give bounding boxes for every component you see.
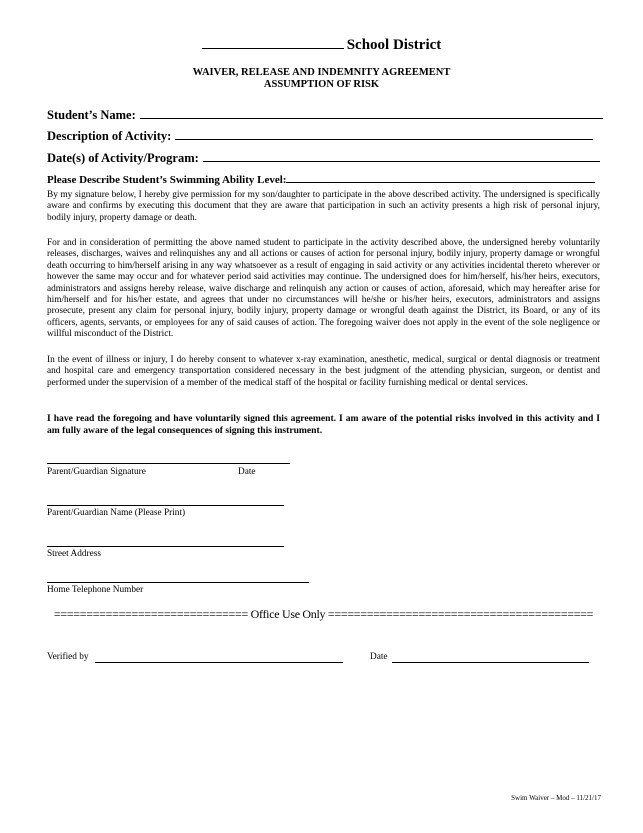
guardian-signature-label: Parent/Guardian Signature [47, 467, 146, 477]
home-phone-label: Home Telephone Number [47, 585, 144, 595]
street-address-line[interactable] [47, 546, 284, 547]
district-label: School District [346, 37, 442, 53]
verified-by-line[interactable] [95, 662, 343, 663]
district-name-blank[interactable] [202, 34, 344, 49]
guardian-signature-line[interactable] [47, 463, 290, 464]
street-address-label: Street Address [47, 549, 101, 559]
office-use-label: Office Use Only [250, 607, 326, 621]
activity-description-field [47, 127, 593, 144]
student-name-label: Student’s Name: [47, 108, 136, 122]
office-left-rule: ============================== [53, 607, 248, 621]
verified-by-label: Verified by [47, 652, 89, 662]
activity-dates-label: Date(s) of Activity/Program: [47, 151, 199, 165]
agreement-subtitle: ASSUMPTION OF RISK [263, 79, 380, 90]
activity-dates-field [47, 149, 600, 166]
office-date-label: Date [370, 652, 388, 662]
form-version-footer: Swim Waiver – Mod – 11/21/17 [511, 794, 601, 802]
student-name-input[interactable] [140, 106, 603, 119]
page-title [0, 34, 643, 54]
guardian-name-label: Parent/Guardian Name (Please Print) [47, 508, 186, 518]
swimming-ability-input[interactable] [286, 171, 595, 183]
activity-dates-input[interactable] [203, 149, 600, 162]
swimming-ability-field [47, 171, 595, 186]
permission-paragraph: By my signature below, I hereby give permission for my son/daughter to participate in the above described activity. The undersigned is specifically aware and confirms by executing this document that they are aware that participation in such an activity presents a high risk of personal injury, bodily injury, property damage or death. [47, 190, 600, 223]
home-phone-line[interactable] [47, 582, 309, 583]
medical-consent-paragraph: In the event of illness or injury, I do hereby consent to whatever x-ray examination, anesthetic, medical, surgical or dental diagnosis or treatment and hospital care and emergency transportation considered necessary in the best judgment of the attending physician, surgeon, or dentist and performed under the supervision of a member of the medical staff of the hospital or facility furnishing medical or dental services. [47, 355, 600, 388]
swimming-ability-label: Please Describe Student’s Swimming Ability Level: [47, 174, 287, 186]
release-paragraph: For and in consideration of permitting the above named student to participate in the activity described above, the undersigned hereby voluntarily releases, discharges, waives and relinquishes any and all actions or causes of action for personal injury, bodily injury, property damage or wrongful death occurring to him/herself arising in any way whatsoever as a result of engaging in said activity or any activities incidental thereto wherever or however the same may occur and for whatever period said activities may continue. The undersigned does for him/herself, his/her heirs, executors, administrators and assigns hereby release, waive discharge and relinquish any action or causes of action, aforesaid, which may hereafter arise for him/herself and for his/her estate, and agrees that under no circumstances will he/she or his/her heirs, executors, administrators and assigns prosecute, present any claim for personal injury, bodily injury, property damage or wrongful death against the District, its Board, or any of its officers, agents, servants, or employees for any of said causes of action. The foregoing waiver does not apply in the event of the sole negligence or willful misconduct of the District. [47, 238, 600, 340]
office-use-divider [47, 607, 600, 622]
office-right-rule: ========================================= [327, 607, 594, 621]
student-name-field [47, 106, 603, 123]
guardian-name-line[interactable] [47, 505, 284, 506]
office-date-line[interactable] [392, 662, 589, 663]
signature-date-label: Date [238, 467, 256, 477]
agreement-title: WAIVER, RELEASE AND INDEMNITY AGREEMENT [192, 67, 451, 78]
activity-description-label: Description of Activity: [47, 129, 172, 143]
activity-description-input[interactable] [175, 127, 593, 140]
acknowledgement-paragraph: I have read the foregoing and have voluntarily signed this agreement. I am aware of the potential risks involved in this activity and I am fully aware of the legal consequences of signing this instrument. [47, 413, 600, 436]
